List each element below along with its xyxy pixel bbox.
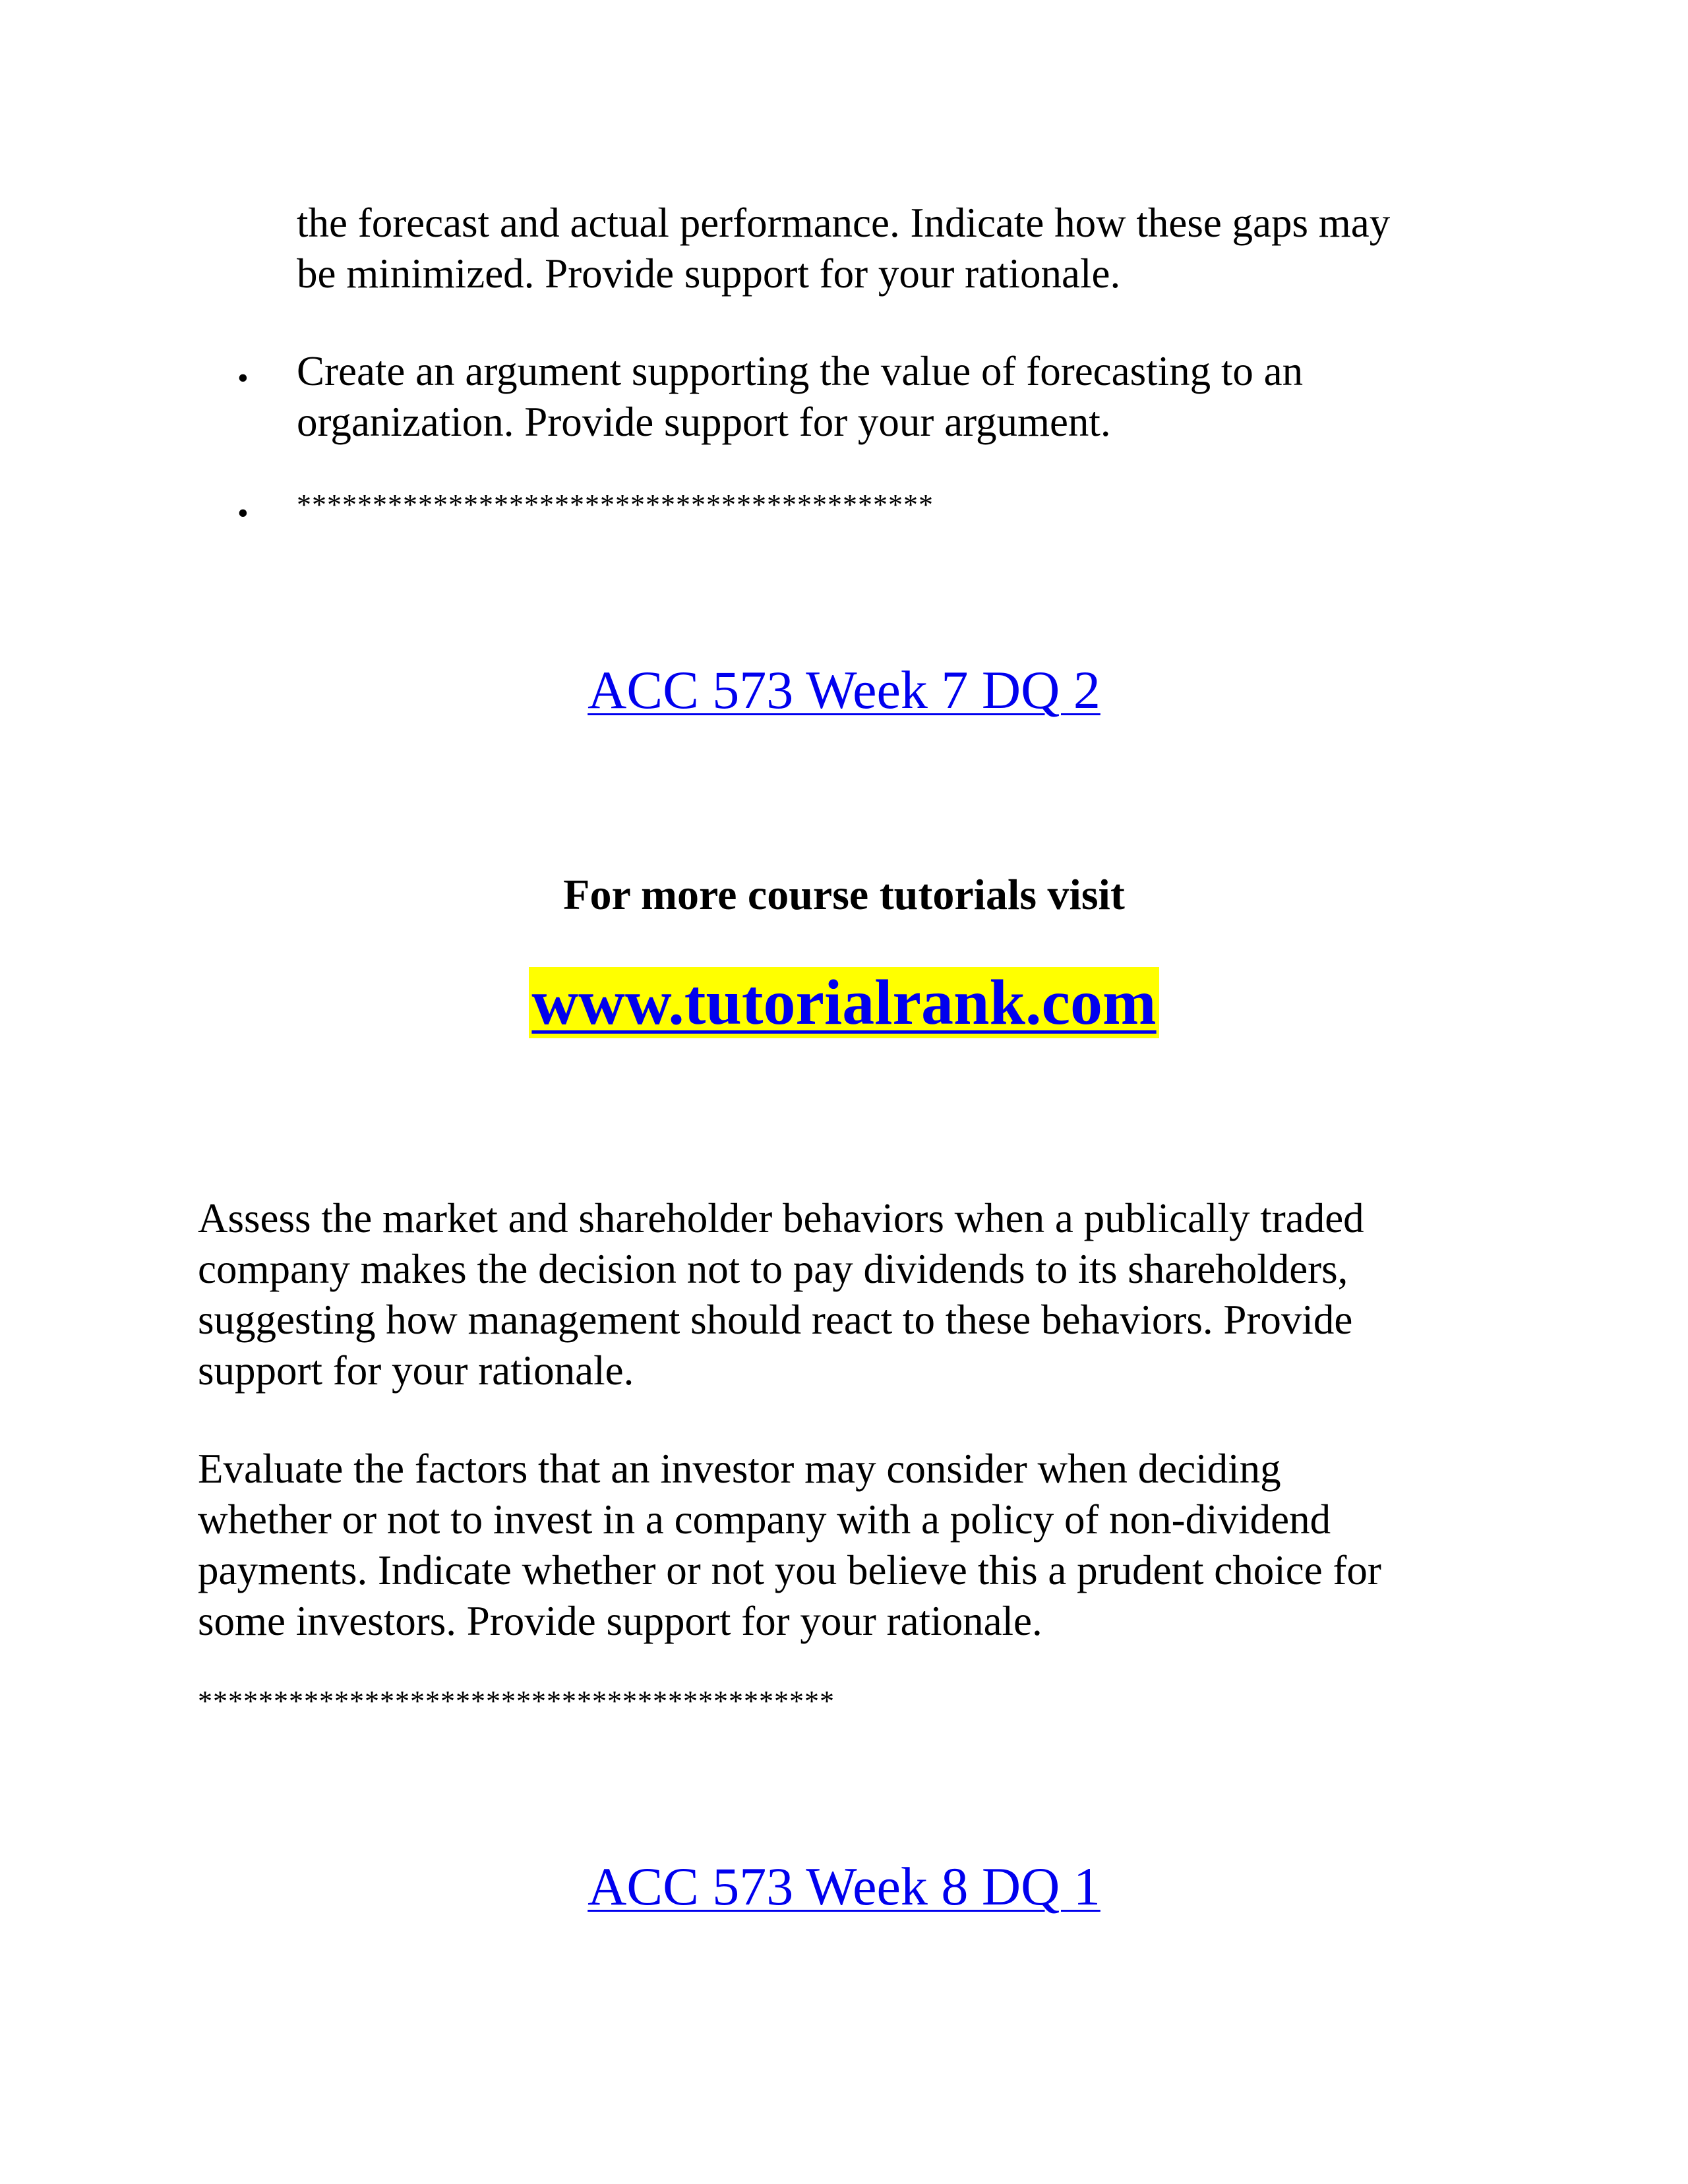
assessment-paragraph-1 — [198, 1193, 1364, 1396]
paragraph-2-line-3: payments. Indicate whether or not you believe this a prudent choice for — [198, 1547, 1381, 1593]
week8-dq1-link[interactable]: ACC 573 Week 8 DQ 1 — [588, 1856, 1100, 1916]
continued-paragraph — [297, 198, 1390, 299]
bullet-item-1 — [297, 346, 1303, 448]
promo-site-link[interactable]: www.tutorialrank.com — [529, 967, 1159, 1038]
week7-dq2-link[interactable]: ACC 573 Week 7 DQ 2 — [588, 660, 1100, 720]
promo-site-row — [0, 966, 1688, 1040]
dq-title-row — [0, 659, 1688, 721]
paragraph-1-line-3: suggesting how management should react to these behaviors. Provide — [198, 1297, 1353, 1343]
assessment-paragraph-2 — [198, 1444, 1381, 1647]
paragraph-1-line-4: support for your rationale. — [198, 1347, 634, 1394]
dq-title-row-week8 — [0, 1856, 1688, 1918]
paragraph-1-line-1: Assess the market and shareholder behaviors when a publically traded — [198, 1195, 1364, 1241]
paragraph-1-line-2: company makes the decision not to pay dividends to its shareholders, — [198, 1246, 1348, 1292]
bullet-dot-1: • — [237, 361, 249, 396]
continued-line-1: the forecast and actual performance. Indicate how these gaps may — [297, 200, 1391, 246]
paragraph-2-line-1: Evaluate the factors that an investor may consider when deciding — [198, 1446, 1281, 1492]
promo-heading: For more course tutorials visit — [563, 871, 1125, 919]
bullet-1-line-2: organization. Provide support for your argument. — [297, 399, 1111, 445]
bullet-1-line-1: Create an argument supporting the value of forecasting to an — [297, 348, 1304, 394]
continued-line-2: be minimized. Provide support for your rationale. — [297, 251, 1121, 297]
paragraph-2-line-4: some investors. Provide support for your rationale. — [198, 1598, 1042, 1644]
bullet-item-2-separator: ****************************************** — [297, 488, 934, 521]
paragraph-2-line-2: whether or not to invest in a company with a policy of non-dividend — [198, 1496, 1331, 1543]
separator-stars: ****************************************** — [198, 1685, 835, 1717]
bullet-dot-2: • — [237, 496, 249, 531]
